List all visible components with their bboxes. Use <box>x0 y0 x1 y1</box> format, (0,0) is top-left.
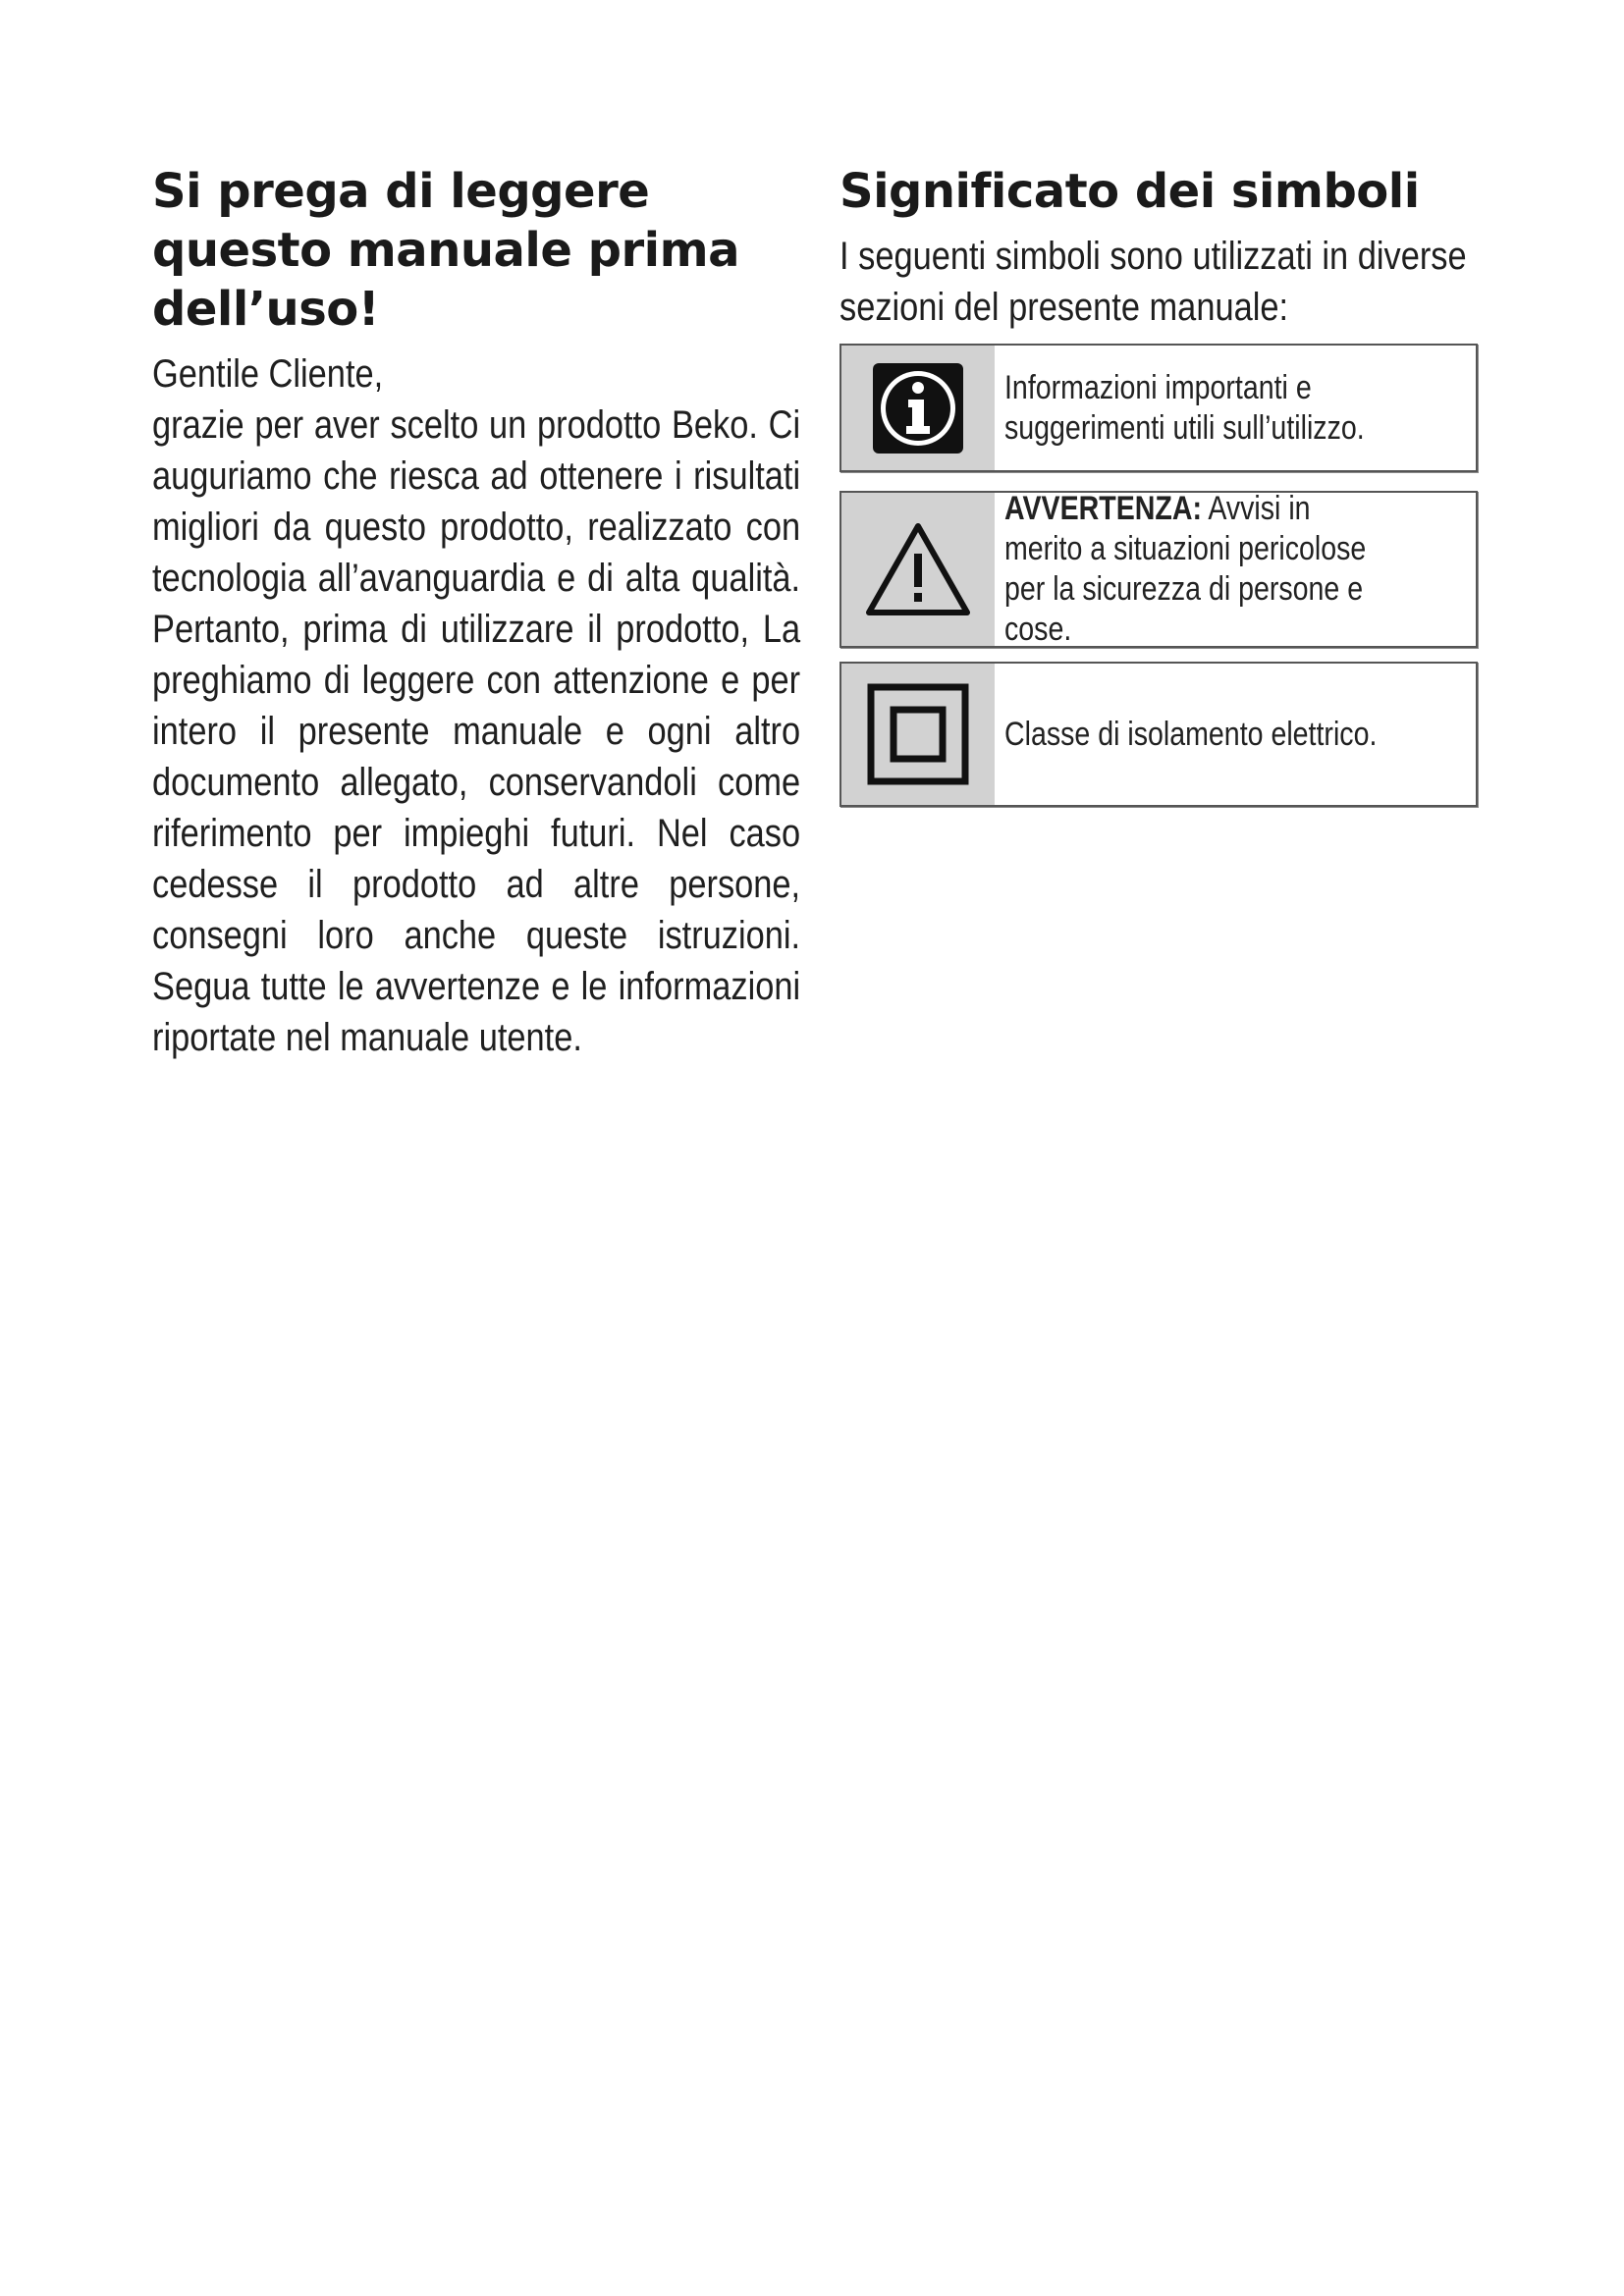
symbol-description: Classe di isolamento elettrico. <box>1004 715 1378 753</box>
symbol-text-cell <box>1004 664 1466 805</box>
symbol-text-cell <box>1004 490 1466 648</box>
greeting: Gentile Cliente, <box>152 352 384 396</box>
symbol-row-insulation <box>839 662 1478 807</box>
symbol-description: Informazioni importanti e suggerimenti utili sull’utilizzo. <box>1004 368 1365 447</box>
symbol-description: AVVERTENZA: Avvisi in merito a situazioni pericolose per la sicurezza di persone e cose. <box>1004 490 1367 648</box>
symbols-intro: I seguenti simboli sono utilizzati in diverse sezioni del presente manuale: <box>839 235 1467 329</box>
symbols-title: Significato dei simboli <box>839 164 1420 219</box>
intro-paragraph: grazie per aver scelto un prodotto Beko. Ci auguriamo che riesca ad ottenere i risultati migliori da questo prodotto, realizzato con tecnologia all’avanguardia e di alta qualità. Pertanto, prima di utilizzare il prodotto, La preghiamo di leggere con attenzione e per intero il presente manuale e ogni altro documento allegato, conservandoli come riferimento per impieghi futuri. Nel caso cedesse il prodotto ad altre persone, consegni loro anche queste istruzioni. Segua tutte le avvertenze e le informazioni riportate nel manuale utente. <box>152 403 801 1059</box>
page-title: Si prega di leggere questo manuale prima dell’uso! <box>152 164 740 337</box>
symbol-text-cell <box>1004 346 1466 470</box>
symbol-icon-cell <box>841 493 995 646</box>
warning-triangle-icon <box>863 520 973 618</box>
right-column <box>839 162 1483 333</box>
info-icon <box>873 363 963 454</box>
symbol-row-info <box>839 344 1478 472</box>
symbol-icon-cell <box>841 346 995 470</box>
symbol-icon-cell <box>841 664 995 805</box>
symbol-row-warning <box>839 491 1478 648</box>
double-insulation-icon <box>867 683 969 785</box>
left-column <box>152 162 800 1063</box>
